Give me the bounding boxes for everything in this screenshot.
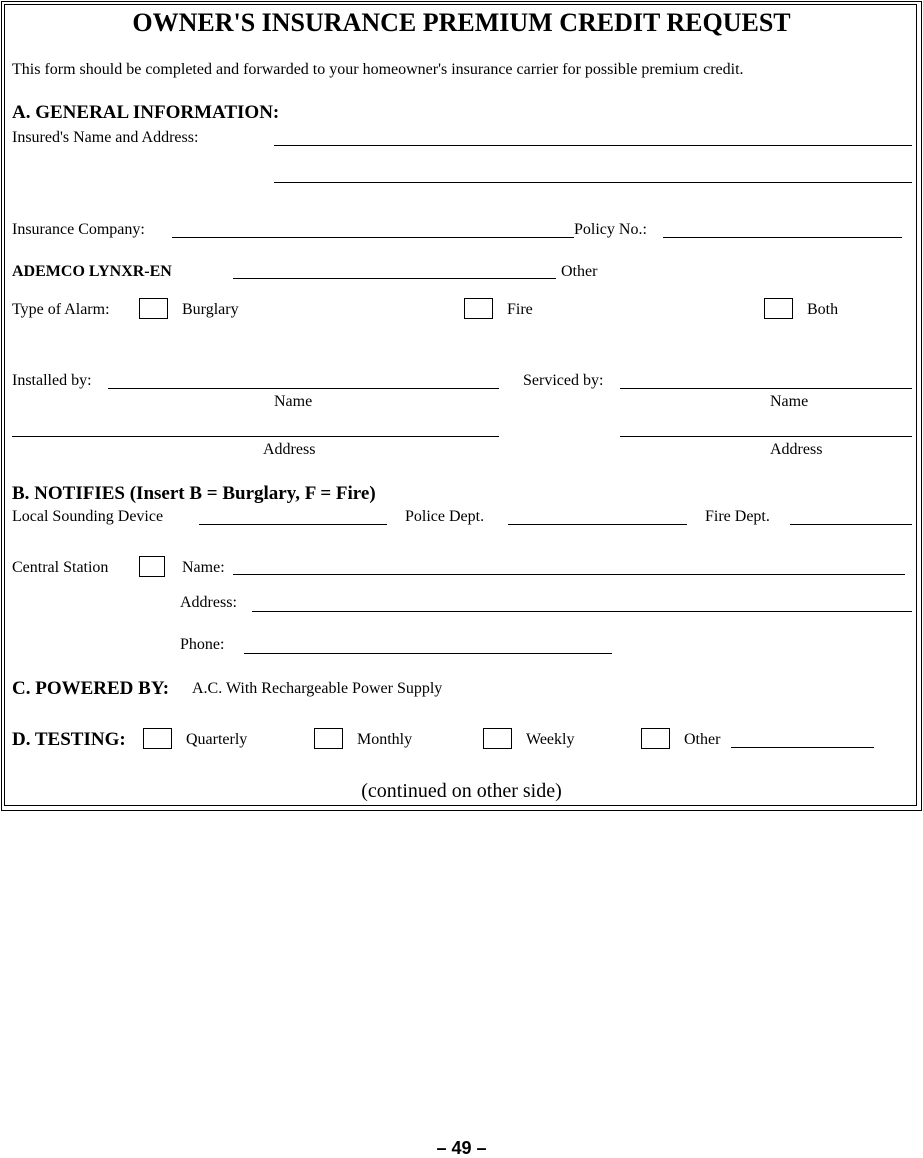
burglary-checkbox[interactable]	[139, 298, 168, 319]
quarterly-label: Quarterly	[186, 731, 248, 748]
policy-line[interactable]	[663, 237, 902, 238]
insured-line-2[interactable]	[274, 182, 912, 183]
fire-dept-line[interactable]	[790, 524, 912, 525]
serviced-by-label: Serviced by:	[523, 372, 604, 389]
quarterly-checkbox[interactable]	[143, 728, 172, 749]
section-a-heading: A. GENERAL INFORMATION:	[12, 102, 280, 123]
weekly-label: Weekly	[526, 731, 575, 748]
continued-note: (continued on other side)	[361, 780, 562, 802]
other-testing-label: Other	[684, 731, 721, 748]
monthly-checkbox[interactable]	[314, 728, 343, 749]
other-label: Other	[561, 263, 598, 280]
other-product-line[interactable]	[233, 278, 556, 279]
monthly-label: Monthly	[357, 731, 413, 748]
central-station-label: Central Station	[12, 559, 109, 576]
both-label: Both	[807, 301, 839, 318]
section-d-heading: D. TESTING:	[12, 729, 126, 750]
fire-dept-label: Fire Dept.	[705, 508, 770, 525]
alarm-type-label: Type of Alarm:	[12, 301, 110, 318]
intro-text: This form should be completed and forwarded to your homeowner's insurance carrier for possible premium credit.	[12, 61, 744, 78]
burglary-label: Burglary	[182, 301, 239, 318]
installed-address-caption: Address	[263, 441, 316, 458]
powered-by-value: A.C. With Rechargeable Power Supply	[192, 680, 443, 697]
page-number: – 49 –	[436, 1138, 487, 1158]
product-name: ADEMCO LYNXR-EN	[12, 263, 172, 280]
serviced-address-caption: Address	[770, 441, 823, 458]
serviced-name-caption: Name	[770, 393, 809, 410]
insurance-company-line[interactable]	[172, 237, 574, 238]
installed-name-caption: Name	[274, 393, 313, 410]
local-sounding-line[interactable]	[199, 524, 387, 525]
central-phone-label: Phone:	[180, 636, 225, 653]
central-phone-line[interactable]	[244, 653, 612, 654]
insured-label: Insured's Name and Address:	[12, 129, 199, 146]
central-name-label: Name:	[182, 559, 225, 576]
installed-by-address-line[interactable]	[12, 436, 499, 437]
central-address-label: Address:	[180, 594, 237, 611]
other-testing-line[interactable]	[731, 747, 874, 748]
local-sounding-label: Local Sounding Device	[12, 508, 164, 525]
police-line[interactable]	[508, 524, 687, 525]
insurance-company-label: Insurance Company:	[12, 221, 145, 238]
central-address-line[interactable]	[252, 611, 912, 612]
installed-by-name-line[interactable]	[108, 388, 499, 389]
section-c-heading: C. POWERED BY:	[12, 678, 170, 699]
serviced-by-address-line[interactable]	[620, 436, 912, 437]
fire-checkbox[interactable]	[464, 298, 493, 319]
other-testing-checkbox[interactable]	[641, 728, 670, 749]
weekly-checkbox[interactable]	[483, 728, 512, 749]
policy-label: Policy No.:	[574, 221, 647, 238]
installed-by-label: Installed by:	[12, 372, 92, 389]
police-label: Police Dept.	[405, 508, 485, 525]
serviced-by-name-line[interactable]	[620, 388, 912, 389]
central-station-checkbox[interactable]	[139, 556, 165, 577]
insured-line-1[interactable]	[274, 145, 912, 146]
central-name-line[interactable]	[233, 574, 905, 575]
form-title: OWNER'S INSURANCE PREMIUM CREDIT REQUEST	[132, 8, 791, 37]
fire-label: Fire	[507, 301, 533, 318]
section-b-heading: B. NOTIFIES (Insert B = Burglary, F = Fire)	[12, 483, 376, 504]
both-checkbox[interactable]	[764, 298, 793, 319]
